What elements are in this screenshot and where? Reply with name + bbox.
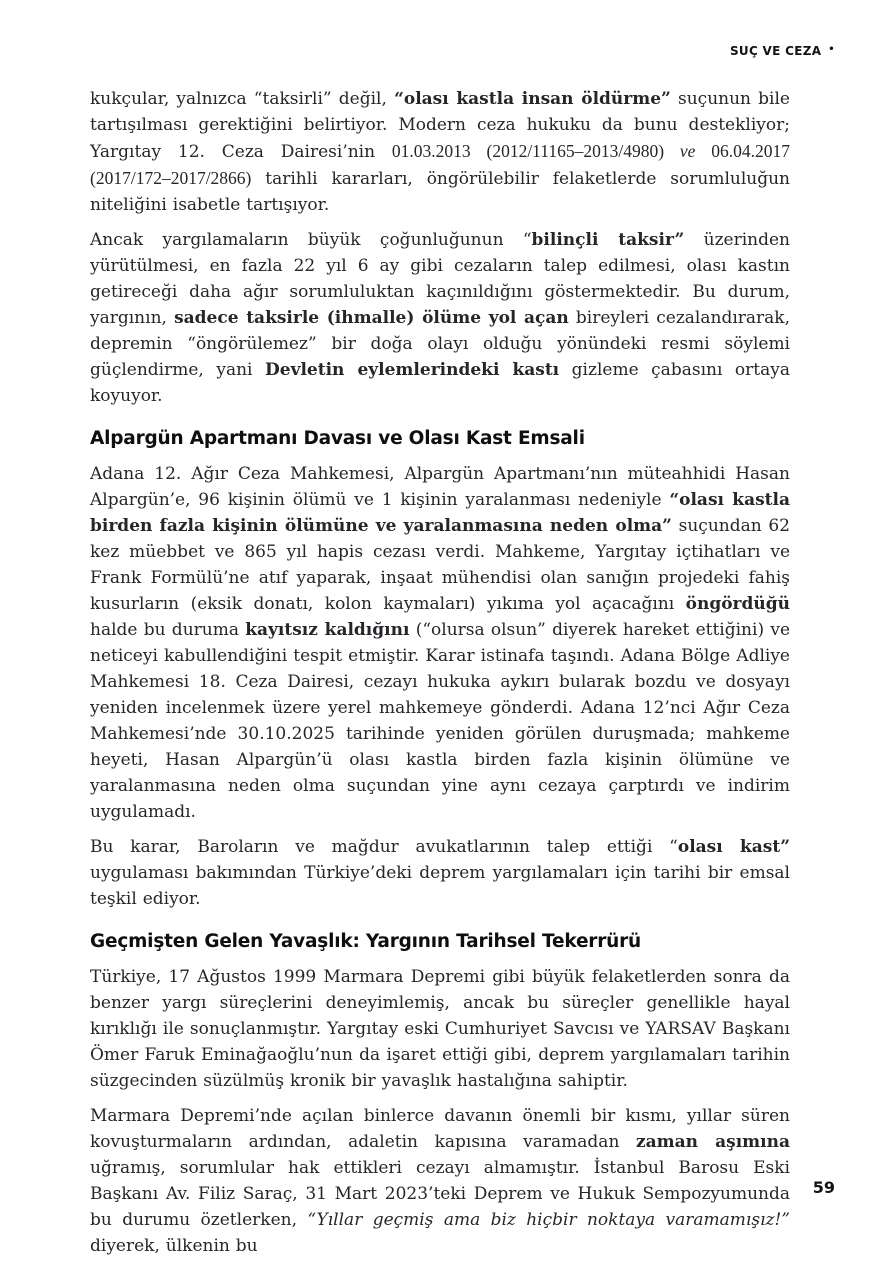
- text-run: üzerinden yürütülmesi, en fazla 22 yıl 6 ay gibi cezaların talep edilmesi, olası kastın getireceği daha ağır sorumluluktan kaçınıldığını göstermektedir. Bu durum, yargının,: [90, 230, 791, 328]
- section-heading: Alpargün Apartmanı Davası ve Olası Kast Emsali: [90, 428, 585, 449]
- text-run: gizleme çabasını ortaya koyuyor.: [90, 360, 790, 406]
- paragraph: [90, 834, 790, 912]
- text-run: Ancak yargılamaların büyük çoğunluğunun “: [90, 230, 532, 250]
- text-run: kukçular, yalnızca “taksirli” değil,: [90, 89, 395, 109]
- text-run: bireyleri cezalandırarak, depremin “öngörülemez” bir doğa olayı olduğu yönündeki resmi söylemi güçlendirme, yani: [90, 308, 790, 380]
- text-run: uğramış, sorumlular hak ettikleri cezayı almamıştır. İstanbul Barosu Eski Başkanı Av. Filiz Saraç, 31 Mart 2023’teki Deprem ve Hukuk Sempozyumunda bu durumu özetlerken,: [90, 1158, 790, 1230]
- text-run: Devletin eylemlerindeki kastı: [265, 360, 560, 380]
- text-run: bilinçli taksir”: [531, 230, 685, 250]
- text-run: “olası kastla insan öldürme”: [394, 89, 671, 109]
- text-run: Türkiye, 17 Ağustos 1999 Marmara Depremi gibi büyük felaketlerden sonra da benzer yargı süreçlerini deneyimlemiş, ancak bu süreçler genellikle hayal kırıklığı ile sonuçlanmıştır. Yargıtay eski Cumhuriyet Savcısı ve YARSAV Başkanı Ömer Faruk Eminağaoğlu’nun da işaret ettiği gibi, deprem yargılamaları tarihin süzgecinden süzülmüş kronik bir yavaşlık hastalığına sahiptir.: [90, 967, 790, 1091]
- text-run: suçundan 62 kez müebbet ve 865 yıl hapis cezası verdi. Mahkeme, Yargıtay içtihatları ve Frank Formülü’ne atıf yaparak, inşaat mühendisi olan sanığın projedeki fahiş kusurların (eksik donatı, kolon kaymaları) yıkıma yol açacağını: [90, 516, 790, 614]
- paragraph: [90, 86, 790, 218]
- text-run: 06.04.2017 (2017/172–2017/2866): [90, 141, 790, 188]
- text-run: Adana 12. Ağır Ceza Mahkemesi, Alpargün Apartmanı’nın müteahhidi Hasan Alpargün’e, 96 kişinin ölümü ve 1 kişinin yaralanması nedeniyle: [90, 464, 790, 510]
- text-run: Marmara Depremi’nde açılan binlerce davanın önemli bir kısmı, yıllar süren kovuşturmaların ardından, adaletin kapısına varamadan: [90, 1106, 790, 1152]
- text-run: olası kast”: [677, 837, 790, 857]
- text-run: tarihli kararları, öngörülebilir felaketlerde sorumluluğun niteliğini isabetle tartışıyor.: [90, 169, 790, 215]
- text-run: ve: [664, 141, 712, 161]
- text-run: zaman aşımına: [635, 1132, 790, 1152]
- text-run: uygulaması bakımından Türkiye’deki deprem yargılamaları için tarihi bir emsal teşkil ediyor.: [90, 863, 790, 909]
- page-footer: [813, 1178, 835, 1197]
- text-run: “olası kastla birden fazla kişinin ölümüne ve yaralanmasına neden olma”: [90, 490, 790, 536]
- text-run: diyerek, ülkenin bu: [90, 1236, 258, 1256]
- page-number: 59: [812, 1178, 835, 1197]
- article: [90, 86, 790, 1268]
- section-heading: Geçmişten Gelen Yavaşlık: Yargının Tarihsel Tekerrürü: [90, 931, 642, 952]
- paragraph: [90, 227, 790, 409]
- paragraph: [90, 461, 790, 825]
- text-run: 01.03.2013 (2012/11165–2013/4980): [391, 141, 665, 161]
- bullet-icon: •: [828, 44, 835, 55]
- running-header: [730, 44, 835, 58]
- text-run: halde bu duruma: [90, 620, 246, 640]
- text-run: (“olursa olsun” diyerek hareket ettiğini) ve neticeyi kabullendiğini tespit etmiştir. Karar istinafa taşındı. Adana Bölge Adliye Mahkemesi 18. Ceza Dairesi, cezayı hukuka aykırı bularak bozdu ve dosyayı yeniden incelenmek üzere yerel mahkemeye gönderdi. Adana 12’nci Ağır Ceza Mahkemesi’nde 30.10.2025 tarihinde yeniden görülen duruşmada; mahkeme heyeti, Hasan Alpargün’ü olası kastla birden fazla kişinin ölümüne ve yaralanmasına neden olma suçundan yine aynı cezaya çarptırdı ve indirim uygulamadı.: [90, 620, 791, 822]
- paragraph: [90, 1103, 790, 1259]
- text-run: suçunun bile tartışılması gerektiğini belirtiyor. Modern ceza hukuku da bunu destekliyor; Yargıtay 12. Ceza Dairesi’nin: [90, 89, 790, 162]
- text-run: kayıtsız kaldığını: [245, 620, 410, 640]
- running-header-label: SUÇ VE CEZA: [729, 44, 822, 58]
- text-run: “Yıllar geçmiş ama biz hiçbir noktaya varamamışız!”: [307, 1210, 790, 1230]
- text-run: sadece taksirle (ihmalle) ölüme yol açan: [174, 308, 569, 328]
- paragraph: [90, 964, 790, 1094]
- text-run: öngördüğü: [685, 594, 790, 614]
- text-run: Bu karar, Baroların ve mağdur avukatlarının talep ettiği “: [90, 837, 678, 857]
